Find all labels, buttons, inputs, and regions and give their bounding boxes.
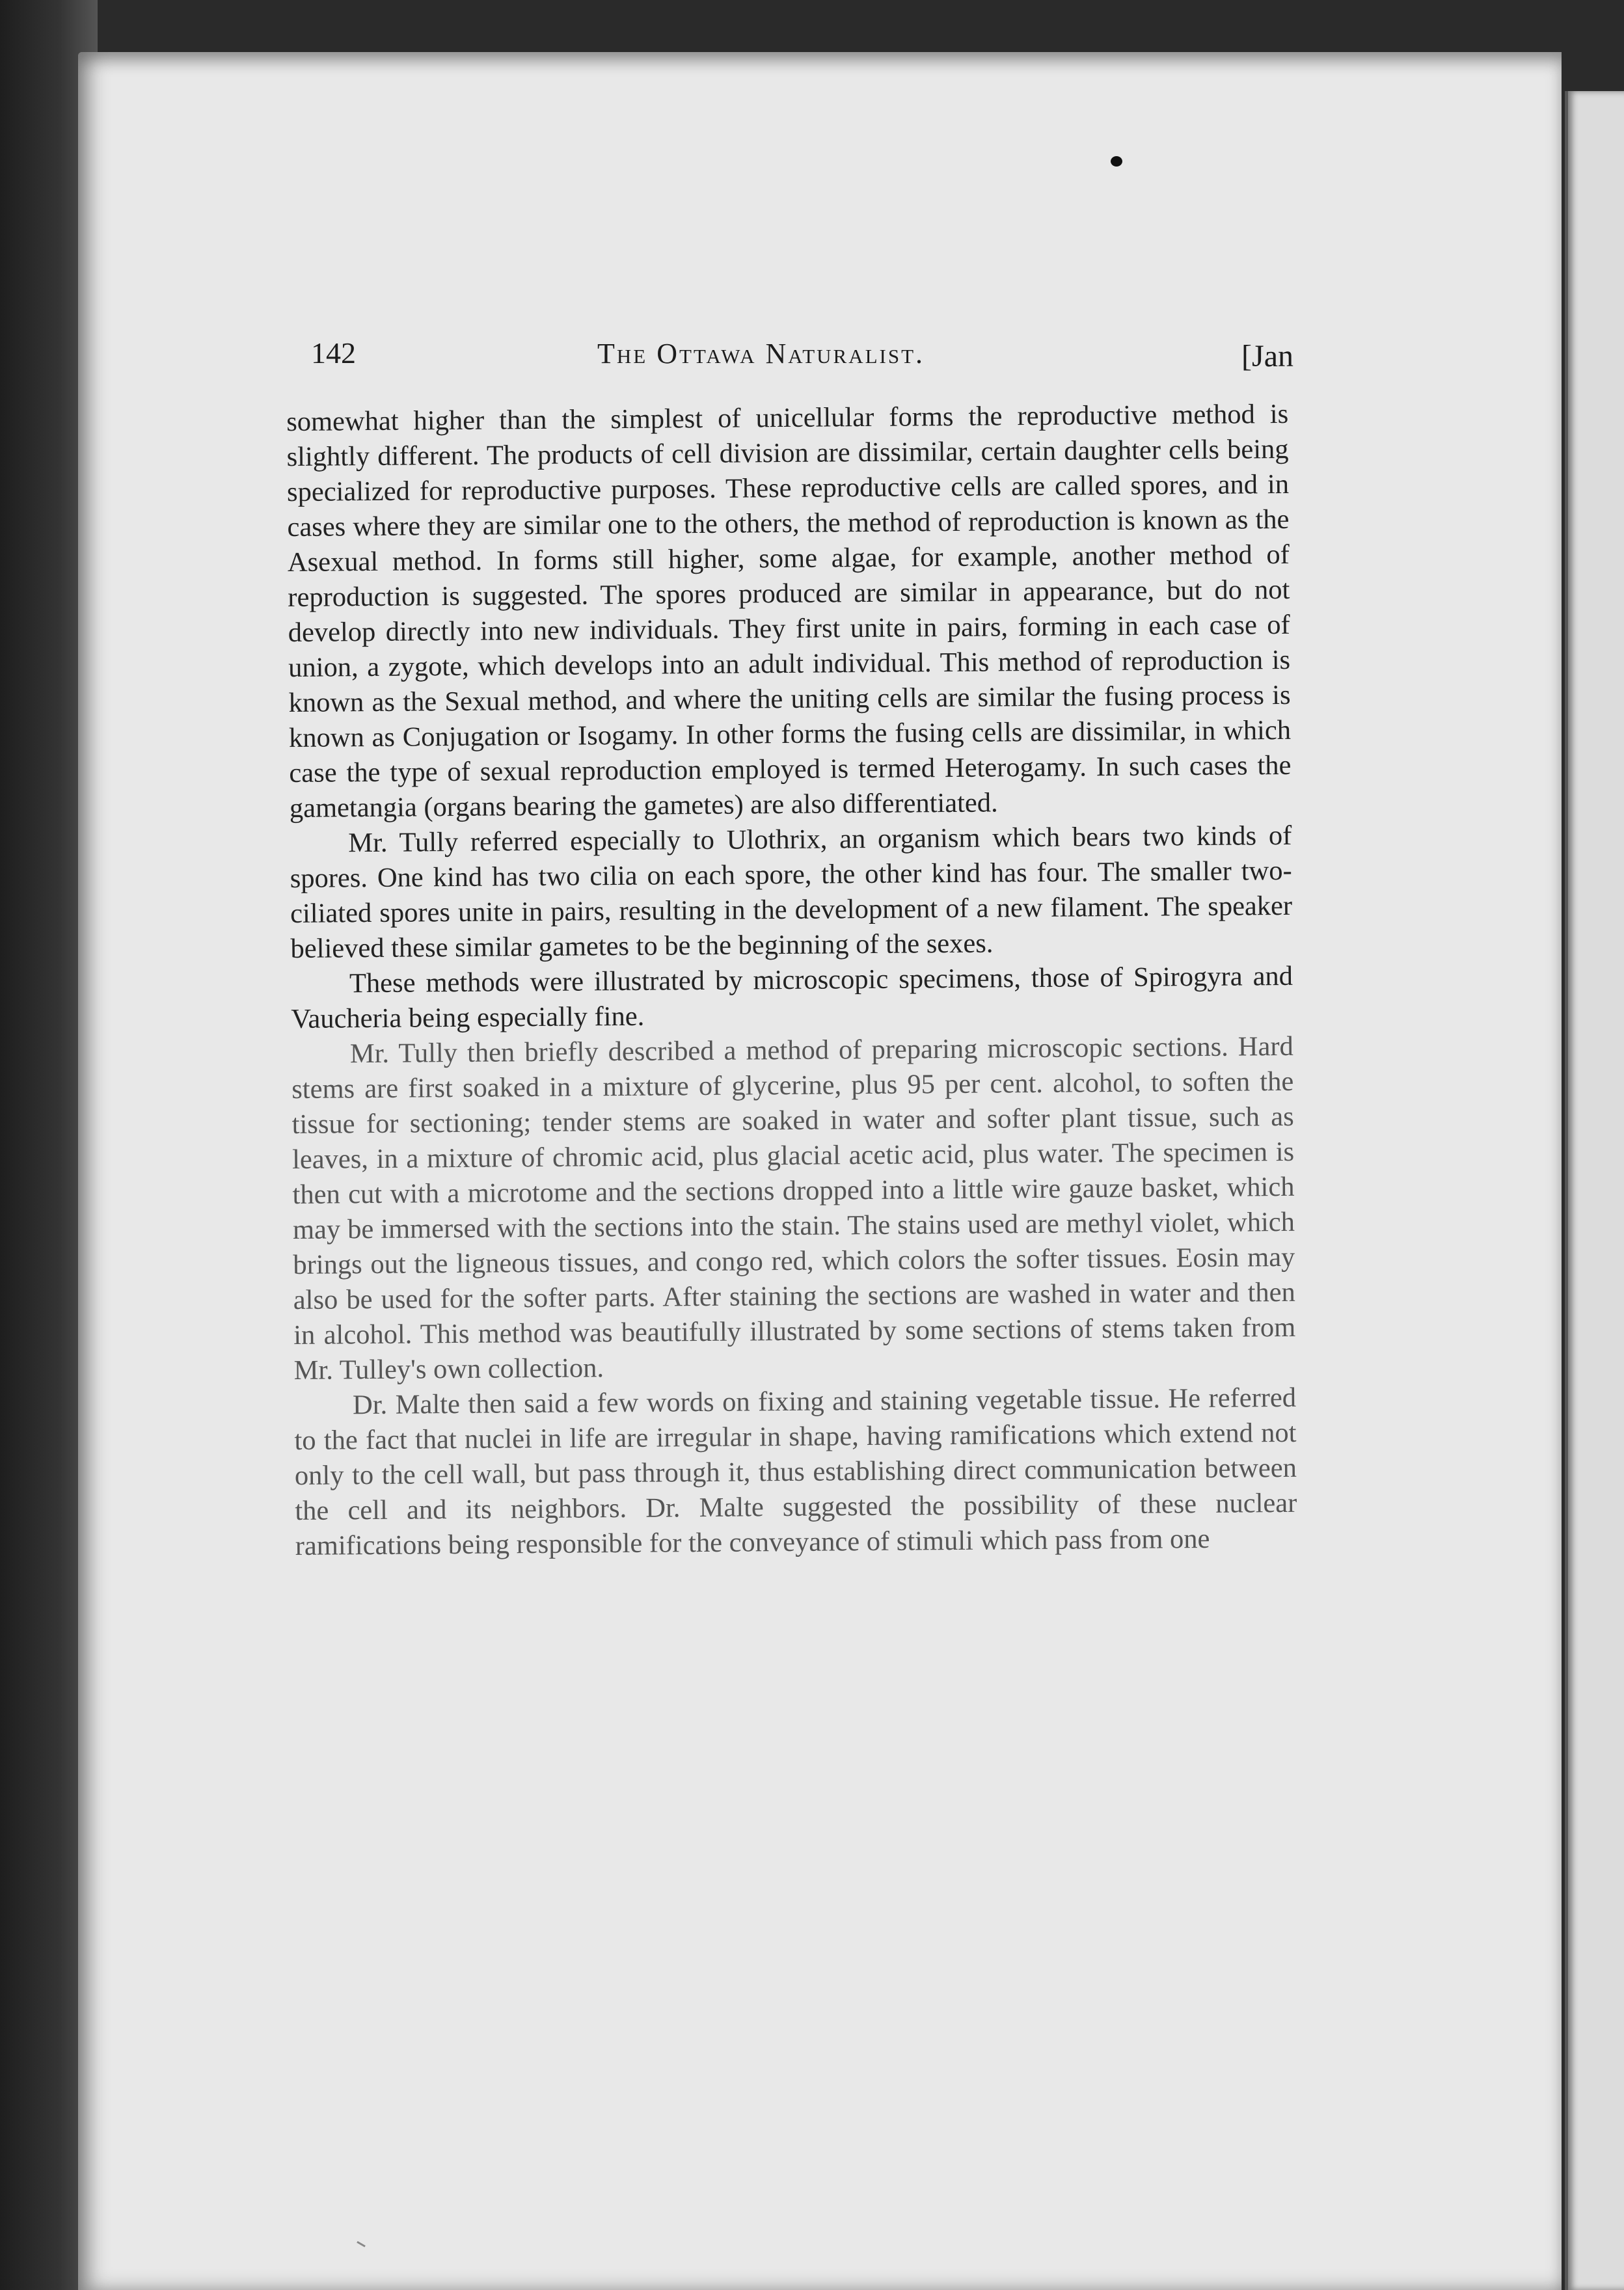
page-number: 142 [311,336,356,370]
paragraph-specimens: These methods were illustrated by microscopic specimens, those of Spirogyra and Vaucheria being especially fine. [291,960,1293,1034]
ink-spot [1111,156,1122,167]
paragraph-ulothrix: Mr. Tully referred especially to Ulothrix, an organism which bears two kinds of spores. One kind has two cilia on each spore, the other kind has four. The smaller two-ciliated spores unite in pairs, resulting in the development of a new filament. The speaker believed these similar gametes to be the beginning of the sexes. [290,820,1293,964]
page-header [311,336,1293,381]
paragraph-reproduction-methods: somewhat higher than the simplest of unicellular forms the reproductive method is slightly different. The products of cell division are dissimilar, certain daughter cells being specialized for reproductive purposes. These reproductive cells are called spores, and in cases where they are similar one to the others, the method of reproduction is known as the Asexual method. In forms still higher, some algae, for example, another method of reproduction is suggested. The spores produced are similar in appearance, but do not develop directly into new individuals. They first unite in pairs, forming in each case of union, a zygote, which develops into an adult individual. This method of reproduction is known as the Sexual method, and where the uniting cells are similar the fusing process is known as Conjugation or Isogamy. In other forms the fusing cells are dissimilar, in which case the type of sexual reproduction employed is termed Heterogamy. In such cases the gametangia (organs bearing the gametes) are also differentiated. [286,398,1292,824]
running-title: The Ottawa Naturalist. [597,338,925,370]
facing-page-edge [1565,91,1624,2290]
article-body [286,397,1297,1564]
paragraph-microscopic-sections: Mr. Tully then briefly described a method of preparing microscopic sections. Hard stems are first soaked in a mixture of glycerine, plus 95 per cent. alcohol, to soften the tissue for sectioning; tender stems are soaked in water and softer plant tissue, such as leaves, in a mixture of chromic acid, plus glacial acetic acid, plus water. The specimen is then cut with a microtome and the sections dropped into a little wire gauze basket, which may be immersed with the sections into the stain. The stains used are methyl violet, which brings out the ligneous tissues, and congo red, which colors the softer tissues. Eosin may also be used for the softer parts. After staining the sections are washed in water and then in alcohol. This method was beautifully illustrated by some sections of stems taken from Mr. Tulley's own collection. [291,1030,1296,1386]
issue-marker: [Jan [1241,339,1293,373]
paragraph-dr-malte: Dr. Malte then said a few words on fixing and staining vegetable tissue. He referred to the fact that nuclei in life are irregular in shape, having ramifications which extend not only to the cell wall, but pass through it, thus establishing direct communication between the cell and its neighbors. Dr. Malte suggested the possibility of these nuclear ramifications being responsible for the conveyance of stimuli which pass from one [294,1382,1297,1561]
